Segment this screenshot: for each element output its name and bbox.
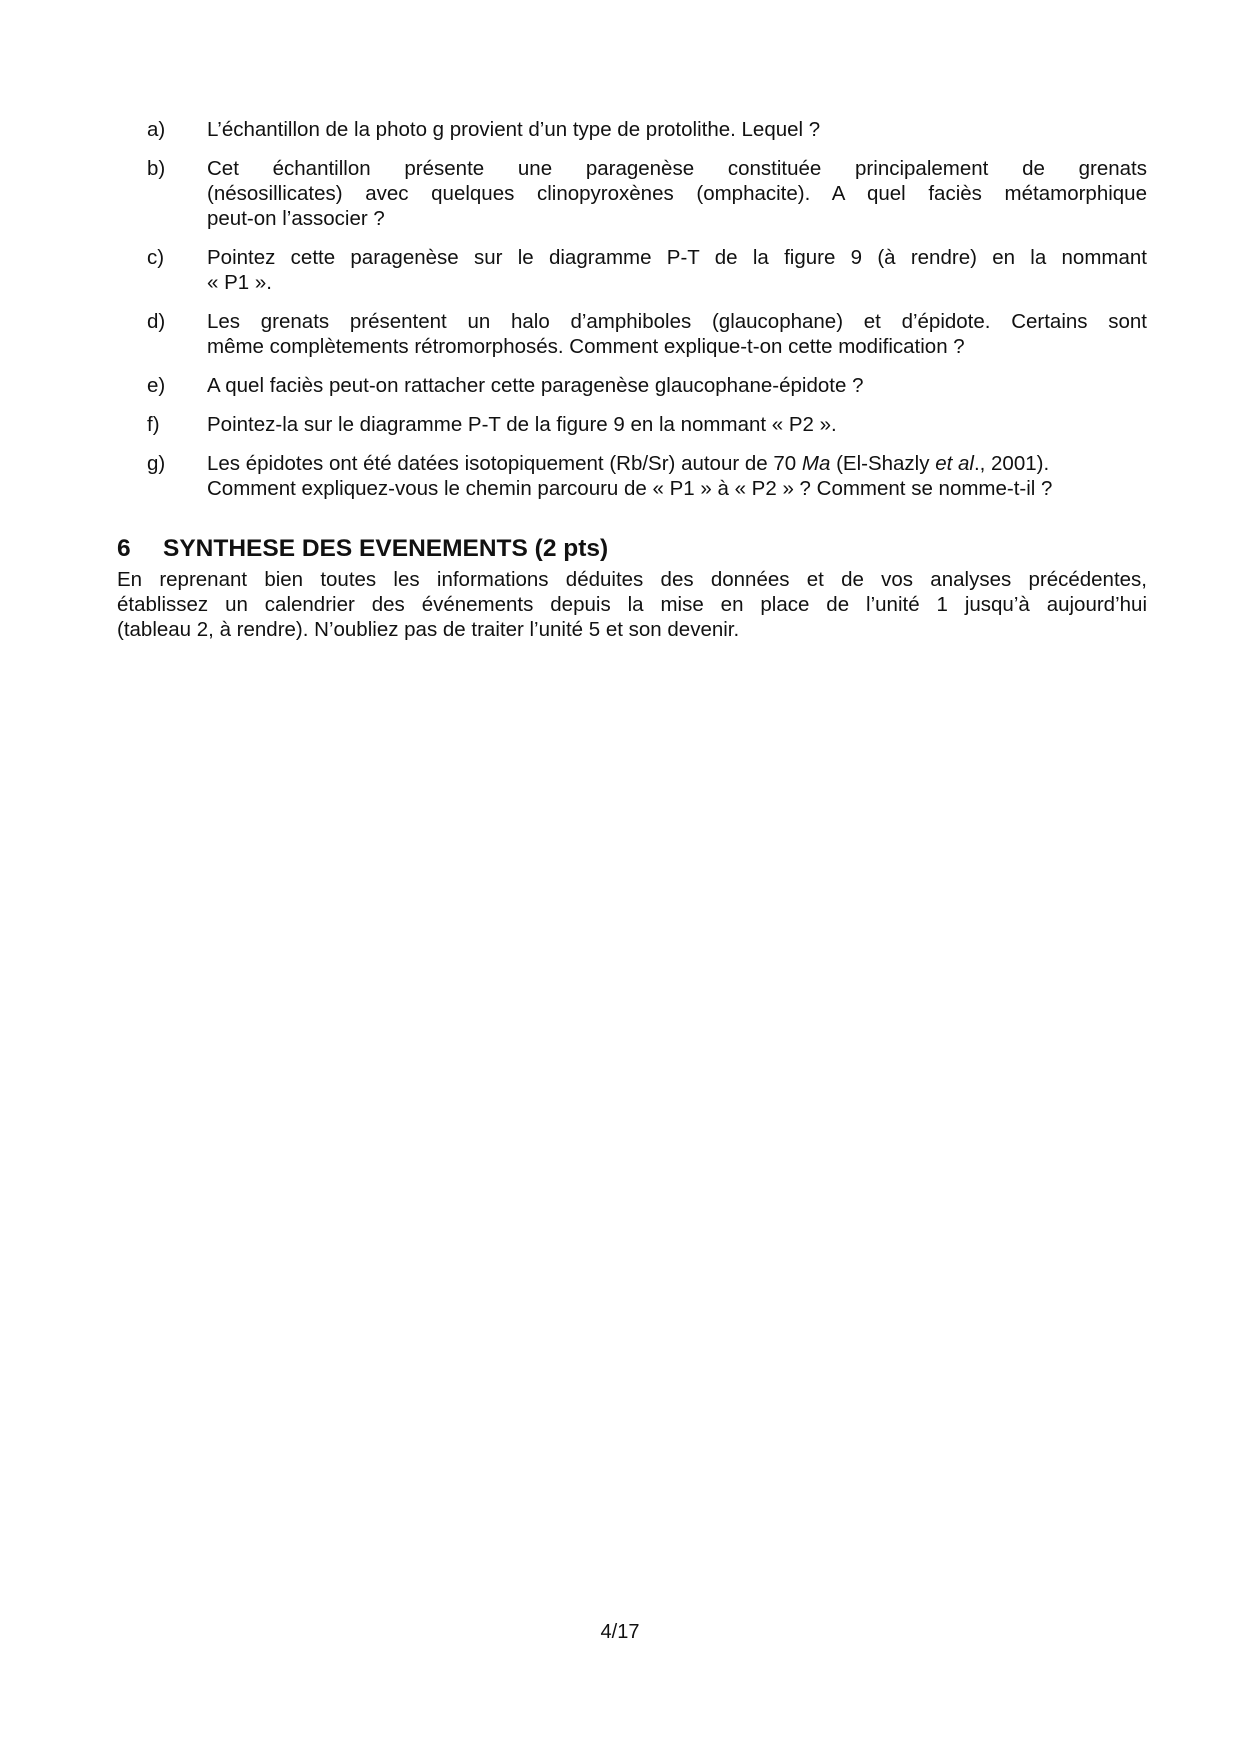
question-item-f — [147, 412, 1147, 437]
page-number: 4/17 — [600, 1621, 640, 1643]
question-line: Pointez-la sur le diagramme P-T de la figure 9 en la nommant « P2 ». — [207, 413, 837, 436]
question-marker: a) — [147, 118, 166, 141]
section-title: SYNTHESE DES EVENEMENTS (2 pts) — [163, 535, 609, 562]
question-text — [207, 156, 1147, 231]
question-text — [207, 309, 1147, 359]
question-item-e — [147, 373, 1147, 398]
question-line: Comment expliquez-vous le chemin parcouru de « P1 » à « P2 » ? Comment se nomme-t-il ? — [207, 477, 1053, 500]
section-number: 6 — [117, 535, 131, 562]
question-line: Cet échantillon présente une paragenèse constituée principalement de grenats — [207, 157, 1147, 180]
question-item-d — [147, 309, 1147, 359]
question-text — [207, 451, 1147, 501]
question-marker: c) — [147, 246, 165, 269]
question-line: (nésosillicates) avec quelques clinopyroxènes (omphacite). A quel faciès métamorphique — [207, 182, 1147, 205]
question-line: A quel faciès peut-on rattacher cette paragenèse glaucophane-épidote ? — [207, 374, 864, 397]
paragraph-line: (tableau 2, à rendre). N’oubliez pas de traiter l’unité 5 et son devenir. — [117, 618, 740, 641]
question-text-run: (El-Shazly — [830, 452, 936, 475]
section-paragraph — [117, 567, 1147, 642]
question-text-italic: et al — [935, 452, 974, 475]
question-line: Les grenats présentent un halo d’amphiboles (glaucophane) et d’épidote. Certains sont — [207, 310, 1147, 333]
question-item-a — [147, 117, 1147, 142]
question-text — [207, 245, 1147, 295]
question-text-run: ., 2001). — [973, 452, 1050, 475]
question-text — [207, 117, 1147, 142]
paragraph-line: établissez un calendrier des événements depuis la mise en place de l’unité 1 jusqu’à aujourd’hui — [117, 593, 1147, 616]
question-marker: b) — [147, 157, 166, 180]
question-line: Pointez cette paragenèse sur le diagramme P-T de la figure 9 (à rendre) en la nommant — [207, 246, 1147, 269]
question-item-g — [147, 451, 1147, 501]
question-line: L’échantillon de la photo g provient d’un type de protolithe. Lequel ? — [207, 118, 821, 141]
question-list — [147, 117, 1147, 515]
question-text — [207, 412, 1147, 437]
question-line: même complètements rétromorphosés. Comment explique-t-on cette modification ? — [207, 335, 965, 358]
question-marker: f) — [147, 413, 160, 436]
question-text-run: Les épidotes ont été datées isotopiquement (Rb/Sr) autour de 70 — [207, 452, 802, 475]
section-synthese — [117, 534, 1147, 642]
section-heading — [117, 534, 1147, 564]
question-text — [207, 373, 1147, 398]
question-text-italic: Ma — [801, 452, 831, 475]
question-line: peut-on l’associer ? — [207, 207, 385, 230]
question-line: « P1 ». — [207, 271, 272, 294]
question-marker: g) — [147, 452, 166, 475]
paragraph-line: En reprenant bien toutes les informations déduites des données et de vos analyses précédentes, — [117, 568, 1147, 591]
question-item-b — [147, 156, 1147, 231]
question-marker: d) — [147, 310, 166, 333]
question-marker: e) — [147, 374, 166, 397]
question-line — [207, 451, 1147, 476]
question-item-c — [147, 245, 1147, 295]
